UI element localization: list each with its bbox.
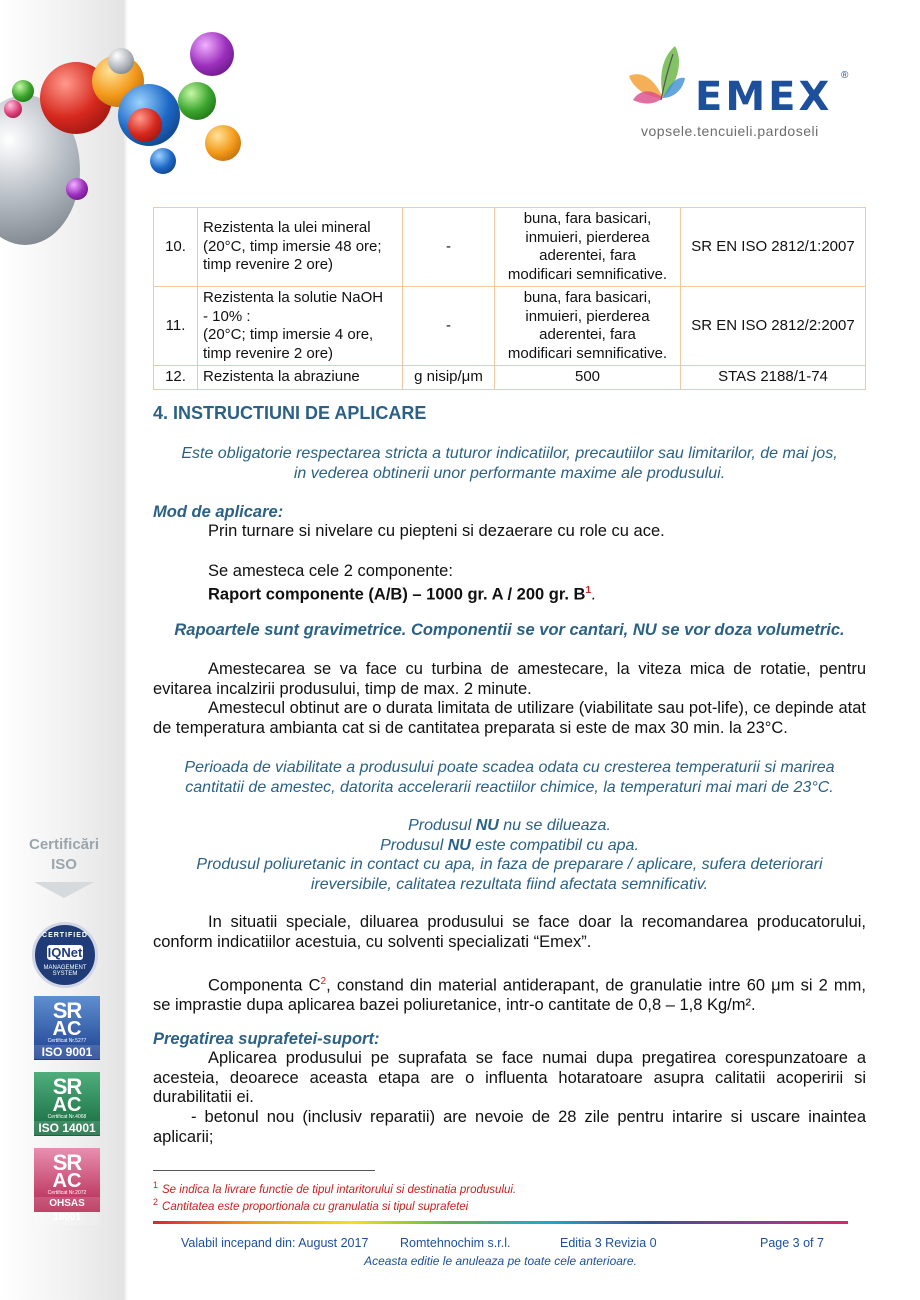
- iqnet-badge: [32, 922, 98, 988]
- emex-logo: [625, 40, 860, 145]
- warning-text: Produsul: [380, 836, 448, 854]
- row-number: 10.: [154, 208, 198, 287]
- ratio-text: Raport componente (A/B) – 1000 gr. A / 200 gr. B: [208, 585, 586, 604]
- value-cell-line: aderentei, fara: [539, 247, 636, 264]
- property-cell-line: (20°C; timp imersie 4 ore,: [203, 326, 374, 343]
- intro-note: [153, 444, 866, 483]
- sphere-orange-small: [205, 125, 241, 161]
- sphere-purple-small: [66, 178, 88, 200]
- value-cell-line: modificari semnificative.: [507, 344, 668, 362]
- footer-page-number: Page 3 of 7: [760, 1236, 824, 1250]
- gravimetric-note: Rapoartele sunt gravimetrice. Componentii se vor cantari, NU se vor doza volumetric.: [174, 621, 845, 639]
- badge-sr: SR: [52, 1074, 82, 1099]
- value-cell-line: aderentei, fara: [539, 326, 636, 343]
- sphere-pink: [4, 100, 22, 118]
- sphere-red-small: [128, 108, 162, 142]
- warning-line1: [153, 816, 866, 836]
- footer-edition: Editia 3 Revizia 0: [560, 1236, 657, 1250]
- footnote-text: Se indica la livrare functie de tipul intaritorului si destinatia produsului.: [162, 1183, 517, 1196]
- brand-tagline: vopsele.tencuieli.pardoseli: [641, 123, 819, 139]
- value-cell-line: buna, fara basicari,: [523, 210, 652, 227]
- component-c-footnote-ref: 2: [320, 976, 327, 987]
- property-cell: [198, 366, 403, 390]
- badge-standard: OHSAS 18001: [34, 1197, 100, 1225]
- prep-bullet: - betonul nou (inclusiv reparatii) are nevoie de 28 zile pentru intarire si uscare inaintea aplicarii;: [153, 1108, 866, 1146]
- prep-text: Aplicarea produsului pe suprafata se face numai dupa pregatirea corespunzatoare a acesteia, deoarece aceasta etapa are o influenta hotaratoare asupra calitatii acoperirii si durabilitatii ei.: [153, 1049, 866, 1106]
- srac-iso14001-badge: [34, 1072, 100, 1136]
- viability-line1: Perioada de viabilitate a produsului poate scadea odata cu cresterea temperaturii si marirea: [184, 759, 835, 776]
- row-number: 11.: [154, 287, 198, 366]
- sphere-silver-small: [108, 48, 134, 74]
- value-cell: [495, 208, 681, 287]
- warning-line4: ireversibile, calitatea rezultata fiind afectata semnificativ.: [310, 875, 709, 893]
- badge-standard: ISO 9001: [34, 1045, 100, 1059]
- unit-cell: g nisip/μm: [403, 366, 495, 390]
- warning-block: [153, 816, 866, 894]
- badge-sr: SR: [52, 998, 82, 1023]
- butterfly-logo-icon: [625, 40, 695, 110]
- para-potlife: Amestecul obtinut are o durata limitata de utilizare (viabilitate sau pot-life), ce depinde atat de temperatura ambianta cat si de cantitatea preparata si este de max 30 min. la 23°C.: [153, 699, 866, 737]
- unit-cell: -: [403, 208, 495, 287]
- para-mixing: Amestecarea se va face cu turbina de amestecare, la viteza mica de rotatie, pentru evitarea incalzirii produsului, timp de max. 2 minute.: [153, 660, 866, 698]
- mod-text: Prin turnare si nivelare cu piepteni si dezaerare cu role cu ace.: [208, 522, 665, 540]
- iqnet-bottom-text: MANAGEMENT SYSTEM: [43, 965, 87, 977]
- cert-title-line1: Certificări: [28, 836, 100, 853]
- property-cell-line: (20°C, timp imersie 48 ore;: [203, 237, 382, 255]
- cert-arrow-icon: [34, 882, 94, 898]
- standard-cell: SR EN ISO 2812/2:2007: [681, 287, 866, 366]
- prep-heading: Pregatirea suprafetei-suport:: [153, 1030, 380, 1048]
- property-cell: [198, 208, 403, 287]
- mod-heading: Mod de aplicare:: [153, 503, 284, 521]
- viability-note: [153, 758, 866, 797]
- footnote-number: 2: [153, 1197, 159, 1207]
- property-cell-line: Rezistenta la solutie NaOH: [203, 289, 384, 306]
- warning-line3: Produsul poliuretanic in contact cu apa, in faza de preparare / aplicare, sufera deteriorari: [196, 856, 823, 873]
- ratio-end: .: [591, 585, 596, 604]
- badge-cert-number: Certificat Nr.5277: [47, 1038, 87, 1044]
- footnote-2: [153, 1197, 468, 1213]
- footer-note: Aceasta editie le anuleaza pe toate cele anterioare.: [364, 1254, 637, 1268]
- warning-emphasis: NU: [475, 817, 499, 834]
- sphere-green-small: [12, 80, 34, 102]
- iqnet-ring-text: CERTIFIED: [42, 932, 88, 939]
- property-cell-line: Rezistenta la abraziune: [203, 368, 360, 385]
- srac-iso9001-badge: [34, 996, 100, 1060]
- badge-sr: SR: [52, 1150, 82, 1175]
- badge-ac: AC: [52, 1018, 82, 1040]
- badge-ac: AC: [52, 1170, 82, 1192]
- value-cell: [495, 366, 681, 390]
- sidebar-edge: [124, 0, 128, 1300]
- badge-cert-number: Certificat Nr.2072: [47, 1190, 87, 1196]
- footnote-text: Cantitatea este proportionala cu granulatia si tipul suprafetei: [162, 1200, 469, 1213]
- row-number: 12.: [154, 366, 198, 390]
- intro-line2: in vederea obtinerii unor performante maxime ale produsului.: [293, 464, 726, 482]
- property-cell-line: timp revenire 2 ore): [203, 256, 334, 274]
- footnote-1: [153, 1180, 516, 1196]
- cert-title: [14, 835, 114, 875]
- table-row: [154, 208, 866, 287]
- standard-cell: STAS 2188/1-74: [681, 366, 866, 390]
- footer-rainbow-rule: [153, 1221, 848, 1224]
- para-dilution: In situatii speciale, diluarea produsului se face doar la recomandarea producatorului, conform indicatiilor acestuia, cu solventi specializati “Emex”.: [153, 913, 866, 951]
- properties-table-body: [154, 208, 866, 390]
- iqnet-core-text: IQNet: [47, 945, 83, 960]
- property-cell-line: timp revenire 2 ore): [203, 344, 334, 362]
- sphere-blue-small: [150, 148, 176, 174]
- unit-cell: -: [403, 287, 495, 366]
- viability-line2: cantitatii de amestec, datorita accelerarii reactiilor chimice, la temperaturi mai mari de 23°C.: [185, 778, 834, 796]
- component-c-text: Componenta C: [208, 976, 321, 995]
- badge-ac: AC: [52, 1094, 82, 1116]
- warning-text: nu se dilueaza.: [498, 817, 611, 834]
- badge-cert-number: Certificat Nr.4068: [47, 1114, 87, 1120]
- value-cell-line: inmuieri, pierderea: [525, 307, 650, 325]
- warning-line2: [153, 836, 866, 856]
- ratio-footnote-ref: 1: [585, 585, 592, 596]
- srac-ohsas18001-badge: [34, 1148, 100, 1223]
- component-c-text-rest: , constand din material antiderapant, de granulatie intre 60 μm si 2 mm, se imprastie dupa aplicarea bazei poliuretanice, intr-o cantitate de 0,8 – 1,8 Kg/m².: [153, 976, 867, 1014]
- cert-title-line2: ISO: [51, 856, 77, 873]
- sphere-green: [178, 82, 216, 120]
- property-cell: [198, 287, 403, 366]
- value-cell-line: 500: [574, 368, 601, 385]
- footnote-number: 1: [153, 1180, 159, 1190]
- property-cell-line: Rezistenta la ulei mineral: [203, 219, 371, 237]
- para-component-c: [153, 972, 866, 1016]
- value-cell-line: buna, fara basicari,: [523, 289, 652, 306]
- mix-intro: Se amesteca cele 2 componente:: [208, 562, 453, 580]
- badge-standard: ISO 14001: [34, 1121, 100, 1135]
- ratio-line: [153, 581, 866, 605]
- footnote-divider: [153, 1170, 375, 1171]
- value-cell: [495, 287, 681, 366]
- intro-line1: Este obligatorie respectarea stricta a tuturor indicatiilor, precautiilor sau limitarilor, de mai jos,: [181, 445, 838, 462]
- table-row: [154, 366, 866, 390]
- section-heading: 4. INSTRUCTIUNI DE APLICARE: [153, 403, 427, 423]
- table-row: [154, 287, 866, 366]
- sphere-purple: [190, 32, 234, 76]
- registered-mark: ®: [841, 70, 849, 81]
- property-cell-line: - 10% :: [203, 307, 251, 325]
- value-cell-line: modificari semnificative.: [507, 265, 668, 283]
- value-cell-line: inmuieri, pierderea: [525, 228, 650, 246]
- warning-text: Produsul: [408, 817, 476, 834]
- warning-text: este compatibil cu apa.: [470, 836, 639, 854]
- warning-emphasis: NU: [447, 836, 471, 854]
- brand-name: EMEX: [695, 74, 833, 120]
- footer-company: Romtehnochim s.r.l.: [400, 1236, 511, 1250]
- footer-valid-from: Valabil incepand din: August 2017: [181, 1236, 369, 1250]
- properties-table: [153, 207, 866, 390]
- standard-cell: SR EN ISO 2812/1:2007: [681, 208, 866, 287]
